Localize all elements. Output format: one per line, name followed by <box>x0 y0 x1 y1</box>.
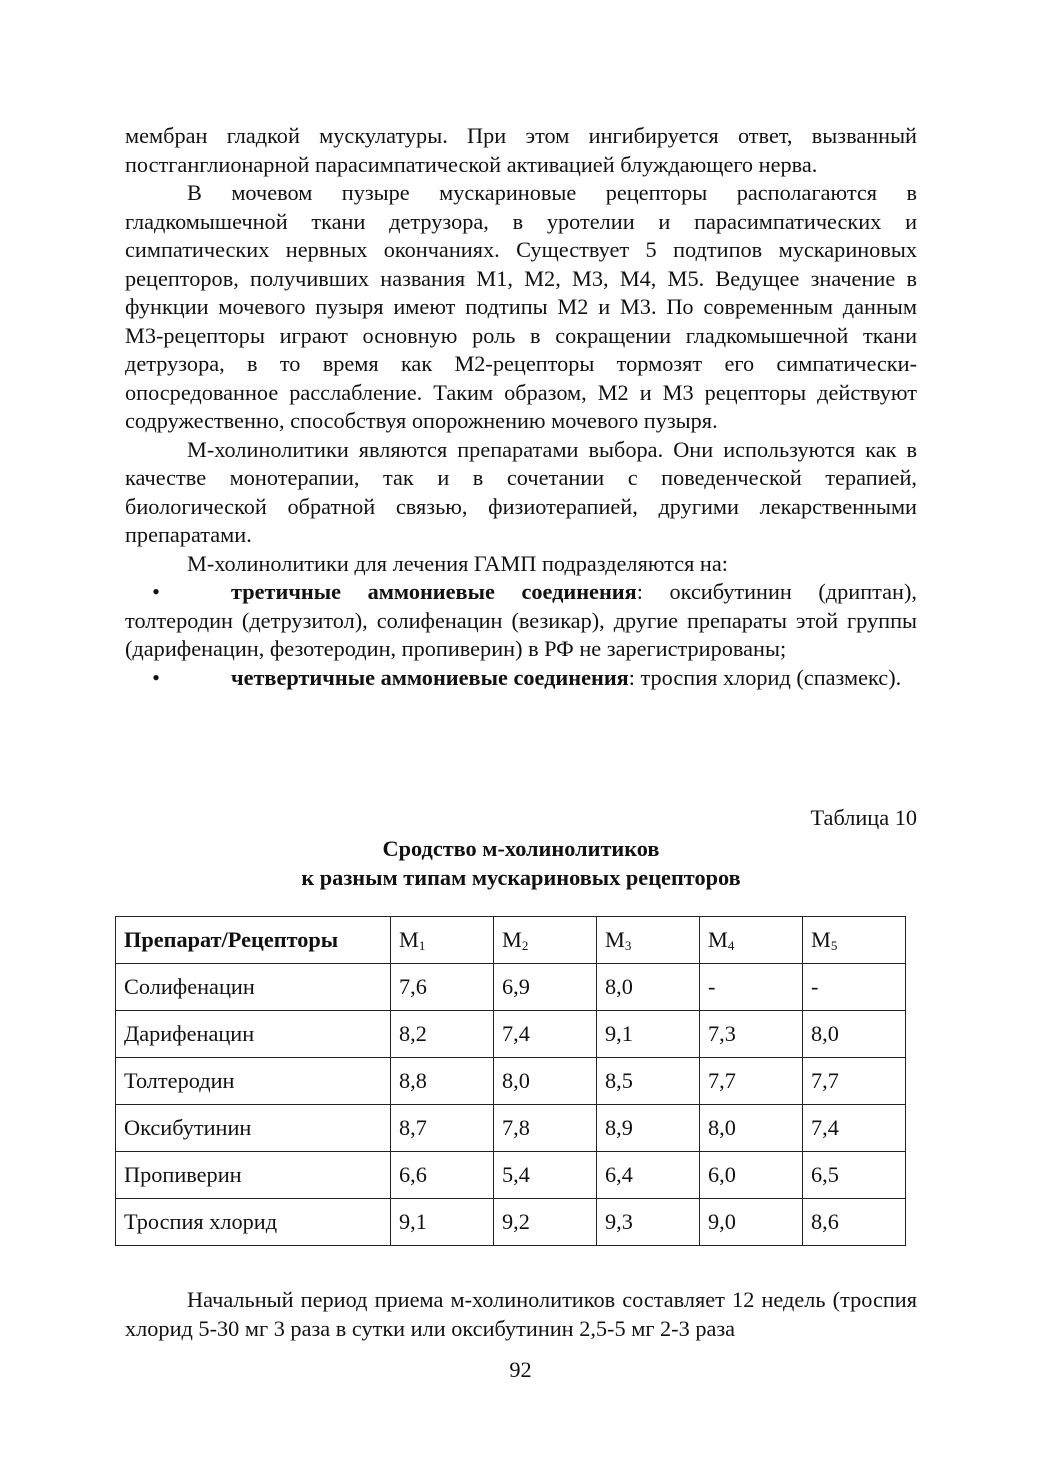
drug-name-cell: Толтеродин <box>116 1058 391 1105</box>
paragraph-after-table: Начальный период приема м-холинолитиков составляет 12 недель (троспия хлорид 5-30 мг 3 раза в сутки или оксибутинин 2,5-5 мг 2-3 раза <box>125 1287 917 1341</box>
affinity-table <box>115 916 906 1246</box>
drug-name-cell: Оксибутинин <box>116 1105 391 1152</box>
affinity-value-cell: 7,7 <box>803 1058 906 1105</box>
affinity-value-cell: 6,0 <box>700 1152 803 1199</box>
affinity-value-cell: 6,5 <box>803 1152 906 1199</box>
affinity-value-cell: 8,8 <box>391 1058 494 1105</box>
drug-name-cell: Дарифенацин <box>116 1011 391 1058</box>
table-title <box>125 834 981 892</box>
affinity-value-cell: 8,0 <box>803 1011 906 1058</box>
header-cell-m3: $M_3$ <box>597 917 700 964</box>
header-cell-m4: $M_4$ <box>700 917 803 964</box>
table-number: Таблица 10 <box>810 805 917 830</box>
table-row <box>116 1058 906 1105</box>
header-cell-m2: $M_2$ <box>494 917 597 964</box>
affinity-value-cell: 6,9 <box>494 964 597 1011</box>
drug-name-cell: Троспия хлорид <box>116 1199 391 1246</box>
affinity-value-cell: 7,8 <box>494 1105 597 1152</box>
affinity-value-cell: 6,4 <box>597 1152 700 1199</box>
affinity-value-cell: 6,6 <box>391 1152 494 1199</box>
affinity-value-cell: 8,6 <box>803 1199 906 1246</box>
drug-name-cell: Солифенацин <box>116 964 391 1011</box>
header-cell-m1: $M_1$ <box>391 917 494 964</box>
affinity-value-cell: 8,7 <box>391 1105 494 1152</box>
affinity-value-cell: 8,0 <box>597 964 700 1011</box>
table-title-line-2: к разным типам мускариновых рецепторов <box>301 865 741 890</box>
paragraph-4: М-холинолитики для лечения ГАМП подразделяются на: <box>187 550 728 576</box>
bullet-term: третичные аммониевые соединения <box>231 579 637 604</box>
affinity-value-cell: 7,4 <box>803 1105 906 1152</box>
bullet-item-2 <box>125 664 917 693</box>
affinity-value-cell: 8,0 <box>494 1058 597 1105</box>
bullet-text: : троспия хлорид (спазмекс). <box>628 664 902 690</box>
table-row <box>116 1152 906 1199</box>
affinity-value-cell: 8,0 <box>700 1105 803 1152</box>
bullet-term: четвертичные аммониевые соединения <box>231 664 629 690</box>
table-row <box>116 1199 906 1246</box>
table-title-line-1: Сродство м-холинолитиков <box>382 836 660 861</box>
bullet-text: : оксибутинин (дриптан), толтеродин (детрузитол), солифенацин (везикар), другие препараты этой группы (дарифенацин, фезотеродин, пропиверин) в РФ не зарегистрированы; <box>125 579 917 661</box>
bullet-marker: • <box>152 664 160 690</box>
paragraph-1: мембран гладкой мускулатуры. При этом ингибируется ответ, вызванный постганглионарной парасимпатической активацией блуждающего нерва. <box>125 123 917 177</box>
header-cell-drug: Препарат/Рецепторы <box>116 917 391 964</box>
table-row <box>116 964 906 1011</box>
header-cell-m5: $M_5$ <box>803 917 906 964</box>
affinity-value-cell: 8,5 <box>597 1058 700 1105</box>
affinity-value-cell: 9,1 <box>597 1011 700 1058</box>
table-row <box>116 1011 906 1058</box>
affinity-value-cell: 8,9 <box>597 1105 700 1152</box>
page-number: 92 <box>509 1357 532 1382</box>
table-row <box>116 1105 906 1152</box>
body-text <box>125 122 917 692</box>
affinity-value-cell: 9,0 <box>700 1199 803 1246</box>
bullet-item-1 <box>125 578 917 664</box>
affinity-value-cell: 9,3 <box>597 1199 700 1246</box>
after-table-text <box>125 1286 917 1343</box>
affinity-value-cell: - <box>803 964 906 1011</box>
affinity-value-cell: 7,7 <box>700 1058 803 1105</box>
affinity-value-cell: 9,1 <box>391 1199 494 1246</box>
paragraph-2: В мочевом пузыре мускариновые рецепторы располагаются в гладкомышечной ткани детрузора, в уротелии и парасимпатических и симпатических нервных окончаниях. Существует 5 подтипов мускариновых рецепторов, получивших названия М1, М2, М3, М4, М5. Ведущее значение в функции мочевого пузыря имеют подтипы М2 и М3. По современным данным М3-рецепторы играют основную роль в сокращении гладкомышечной ткани детрузора, в то время как М2-рецепторы тормозят его симпатически-опосредованное расслабление. Таким образом, М2 и М3 рецепторы действуют содружественно, способствуя опорожнению мочевого пузыря. <box>125 180 917 433</box>
paragraph-3: М-холинолитики являются препаратами выбора. Они используются как в качестве монотерапии, так и в сочетании с поведенческой терапией, биологической обратной связью, физиотерапией, другими лекарственными препаратами. <box>125 436 917 547</box>
affinity-value-cell: 9,2 <box>494 1199 597 1246</box>
drug-name-cell: Пропиверин <box>116 1152 391 1199</box>
affinity-value-cell: 7,4 <box>494 1011 597 1058</box>
affinity-value-cell: 8,2 <box>391 1011 494 1058</box>
affinity-value-cell: 7,6 <box>391 964 494 1011</box>
affinity-value-cell: 5,4 <box>494 1152 597 1199</box>
affinity-value-cell: - <box>700 964 803 1011</box>
table-header-row <box>116 917 906 964</box>
affinity-value-cell: 7,3 <box>700 1011 803 1058</box>
bullet-marker: • <box>152 579 160 604</box>
